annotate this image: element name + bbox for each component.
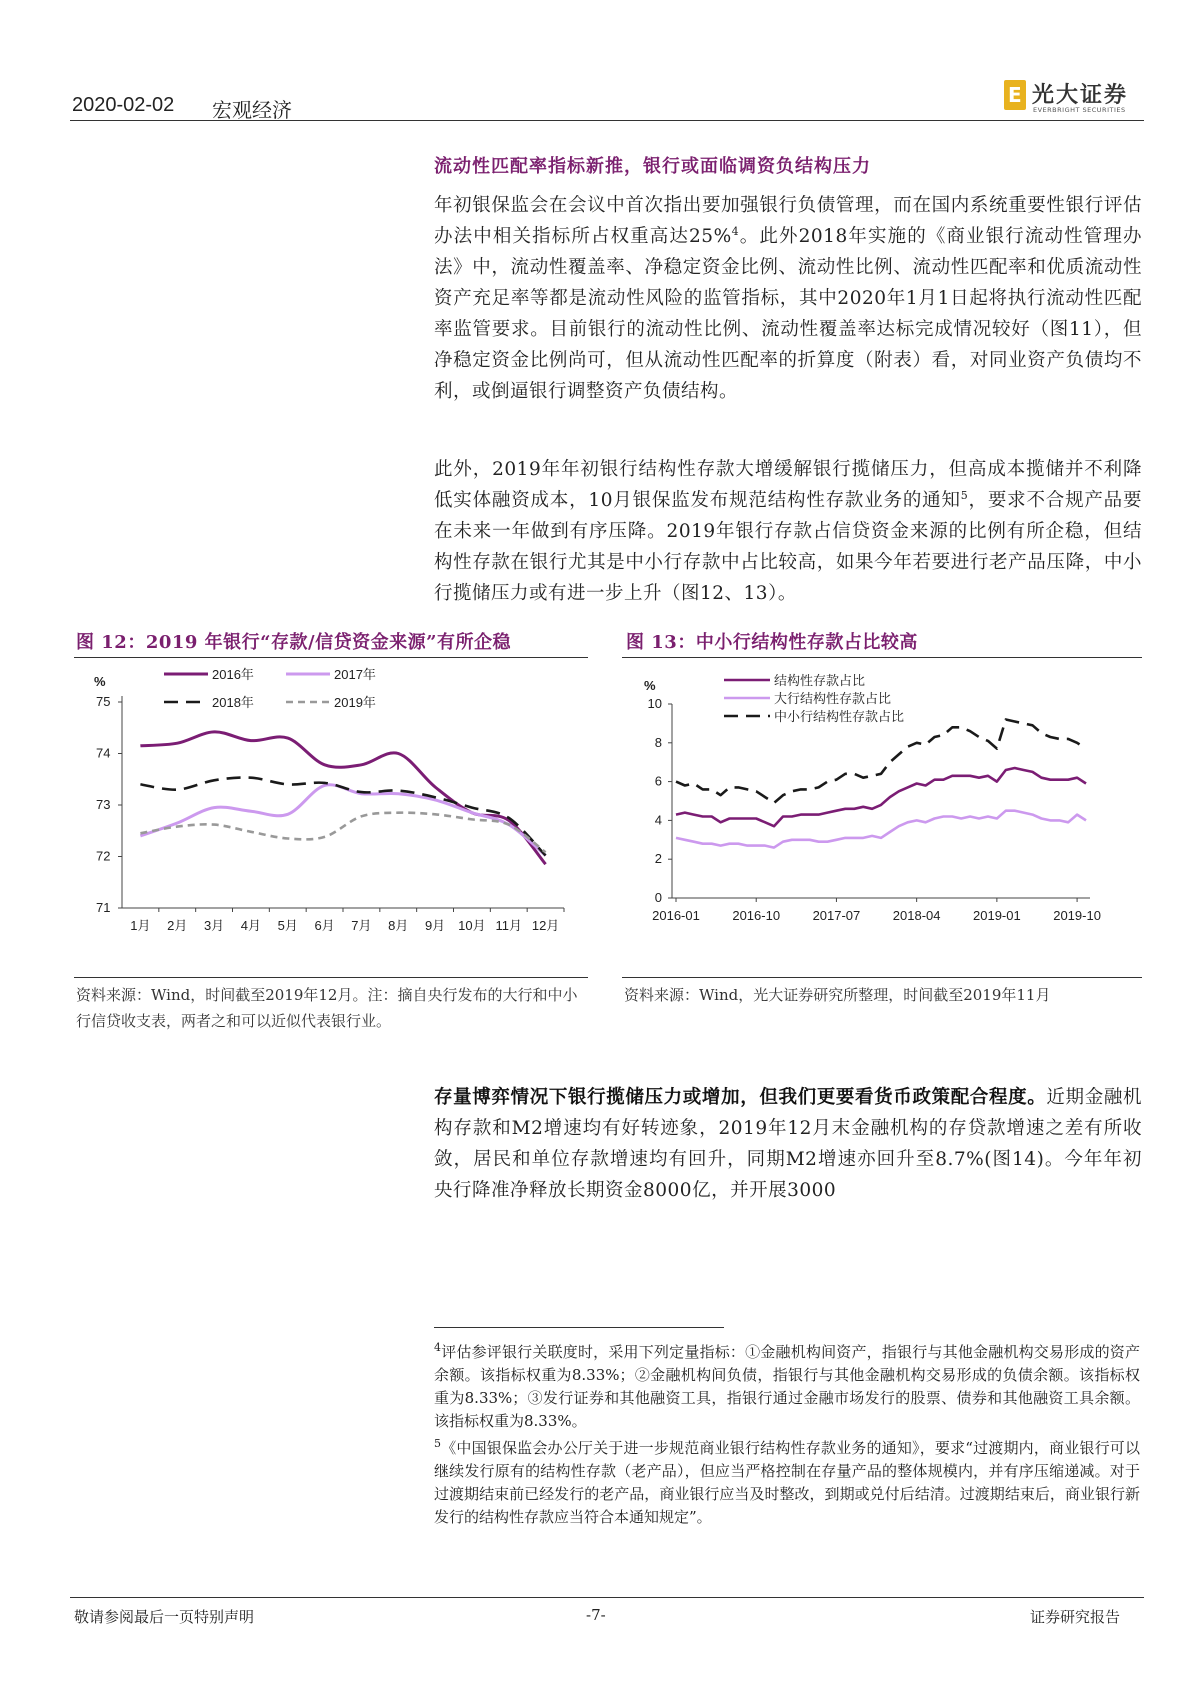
paragraph-1: 年初银保监会在会议中首次指出要加强银行负债管理，而在国内系统重要性银行评估办法中相关指标所占权重高达25%$^4$。此外2018年实施的《商业银行流动性管理办法》中，流动性覆盖率、净稳定资金比例、流动性比例、流动性匹配率和优质流动性资产充足率等都是流动性风险的监管指标，其中2020年1月1日起将执行流动性匹配率监管要求。目前银行的流动性比例、流动性覆盖率达标完成情况较好（图11），但净稳定资金比例尚可，但从流动性匹配率的折算度（附表）看，对同业资产负债均不利，或倒逼银行调整资产负债结构。 [434, 195, 1142, 402]
chart12-x-tick: 5月 [277, 918, 298, 933]
section-title-liquidity: 流动性匹配率指标新推，银行或面临调资负结构压力 [434, 156, 871, 177]
chart12-legend-label: 2017年 [334, 667, 376, 682]
logo-name: 光大证券 [1032, 83, 1129, 108]
chart12-y-tick: 74 [96, 745, 111, 761]
chart13-series-1 [676, 768, 1086, 826]
chart12-y-tick: 75 [96, 694, 111, 709]
chart12-legend-label: 2019年 [334, 695, 376, 710]
company-logo [1004, 78, 1144, 114]
figure-12-bottom-rule [74, 977, 588, 978]
header-rule [70, 120, 1144, 121]
figure-12-top-rule [74, 657, 588, 658]
chart12-y-tick: 73 [96, 797, 111, 812]
footer-disclaimer: 敬请参阅最后一页特别声明 [74, 1608, 255, 1626]
chart13-x-tick: 2016-01 [652, 908, 700, 923]
chart12-x-tick: 11月 [495, 918, 522, 933]
chart13-legend-label: 中小行结构性存款占比 [774, 709, 905, 724]
chart13-x-tick: 2018-04 [892, 908, 941, 923]
chart12-x-tick: 6月 [314, 918, 335, 933]
footer-rule [70, 1597, 1144, 1598]
chart12-legend-label: 2018年 [212, 695, 254, 710]
figure-12-source: 资料来源：Wind，时间截至2019年12月。注：摘自央行发布的大行和中小行信贷收支表，两者之和可以近似代表银行业。 [76, 986, 578, 1030]
page-number: -7- [586, 1606, 606, 1624]
chart13-y-tick: 2 [654, 851, 662, 867]
chart12-x-tick: 7月 [351, 918, 372, 933]
chart13-y-tick: 0 [654, 890, 662, 905]
header-date: 2020-02-02 [72, 94, 175, 116]
chart13-x-tick: 2019-10 [1053, 908, 1101, 923]
header-category: 宏观经济 [212, 100, 292, 122]
chart13-legend-label: 大行结构性存款占比 [774, 691, 892, 706]
chart12-y-tick: 71 [96, 900, 111, 915]
chart12-y-unit: % [94, 674, 106, 689]
chart-13 [622, 662, 1142, 972]
chart13-legend-label: 结构性存款占比 [774, 673, 866, 688]
figure-13-bottom-rule [622, 977, 1142, 978]
footnote-ref-5[interactable]: 5 [960, 488, 969, 502]
footnote-ref-4[interactable]: 4 [731, 224, 740, 238]
chart13-x-tick: 2019-01 [973, 908, 1021, 923]
figure-12-title: 图 12：2019 年银行“存款/信贷资金来源”有所企稳 [76, 632, 511, 653]
chart13-y-tick: 4 [654, 812, 662, 828]
chart13-y-unit: % [644, 678, 656, 693]
chart13-series-2 [676, 811, 1086, 848]
chart-12 [74, 662, 588, 972]
figure-13-top-rule [622, 657, 1142, 658]
footnote-5: $^5$《中国银保监会办公厅关于进一步规范商业银行结构性存款业务的通知》，要求“过渡期内，商业银行可以继续发行原有的结构性存款（老产品），但应当严格控制在存量产品的整体规模内，并有序压缩递减。对于过渡期结束前已经发行的老产品，商业银行应当及时整改，到期或兑付后结清。过渡期结束后，商业银行新发行的结构性存款应当符合本通知规定”。 [434, 1437, 1140, 1526]
footer-report-type: 证券研究报告 [1030, 1608, 1121, 1626]
logo-subtitle: EVERBRIGHT SECURITIES [1033, 106, 1126, 114]
logo-mark: E [1004, 80, 1026, 110]
chart12-series-1 [140, 732, 545, 864]
footnote-4: $^4$评估参评银行关联度时，采用下列定量指标：①金融机构间资产，指银行与其他金融机构交易形成的资产余额。该指标权重为8.33%；②金融机构间负债，指银行与其他金融机构交易形成的负债余额。该指标权重为8.33%；③发行证券和其他融资工具，指银行通过金融市场发行的股票、债券和其他融资工具余额。该指标权重为8.33%。 [434, 1341, 1140, 1430]
chart12-x-tick: 4月 [240, 918, 262, 933]
paragraph-3: 存量博弈情况下银行揽储压力或增加，但我们更要看货币政策配合程度。近期金融机构存款和M2增速均有好转迹象，2019年12月末金融机构的存贷款增速之差有所收敛，居民和单位存款增速均有回升，同期M2增速亦回升至8.7%(图14)。今年年初央行降准净释放长期资金8000亿，并开展3000 [434, 1087, 1142, 1201]
chart12-x-tick: 2月 [167, 918, 188, 933]
paragraph-2: 此外，2019年年初银行结构性存款大增缓解银行揽储压力，但高成本揽储并不利降低实体融资成本，10月银保监发布规范结构性存款业务的通知$^5$，要求不合规产品要在未来一年做到有序压降。2019年银行存款占信贷资金来源的比例有所企稳，但结构性存款在银行尤其是中小行存款中占比较高，如果今年若要进行老产品压降，中小行揽储压力或有进一步上升（图12、13）。 [434, 459, 1142, 604]
chart13-x-tick: 2016-10 [732, 908, 781, 923]
chart12-y-tick: 72 [96, 848, 111, 864]
footnote-divider [434, 1327, 724, 1328]
chart13-y-tick: 6 [654, 773, 662, 789]
figure-13-source: 资料来源：Wind，光大证券研究所整理，时间截至2019年11月 [624, 986, 1051, 1004]
chart12-x-tick: 8月 [388, 918, 409, 933]
chart12-x-tick: 10月 [458, 918, 486, 933]
chart13-series-3 [676, 720, 1086, 803]
chart12-x-tick: 1月 [130, 918, 151, 933]
chart12-legend-label: 2016年 [212, 667, 254, 682]
chart13-x-tick: 2017-07 [812, 908, 861, 923]
chart13-y-tick: 10 [647, 696, 662, 711]
chart12-series-4 [140, 813, 545, 853]
chart12-x-tick: 3月 [203, 918, 225, 933]
chart13-y-tick: 8 [654, 734, 662, 750]
chart12-x-tick: 12月 [531, 918, 560, 933]
chart12-x-tick: 9月 [424, 918, 446, 933]
figure-13-title: 图 13：中小行结构性存款占比较高 [626, 632, 918, 653]
paragraph-3-lead: 存量博弈情况下银行揽储压力或增加，但我们更要看货币政策配合程度。 [434, 1087, 1047, 1108]
